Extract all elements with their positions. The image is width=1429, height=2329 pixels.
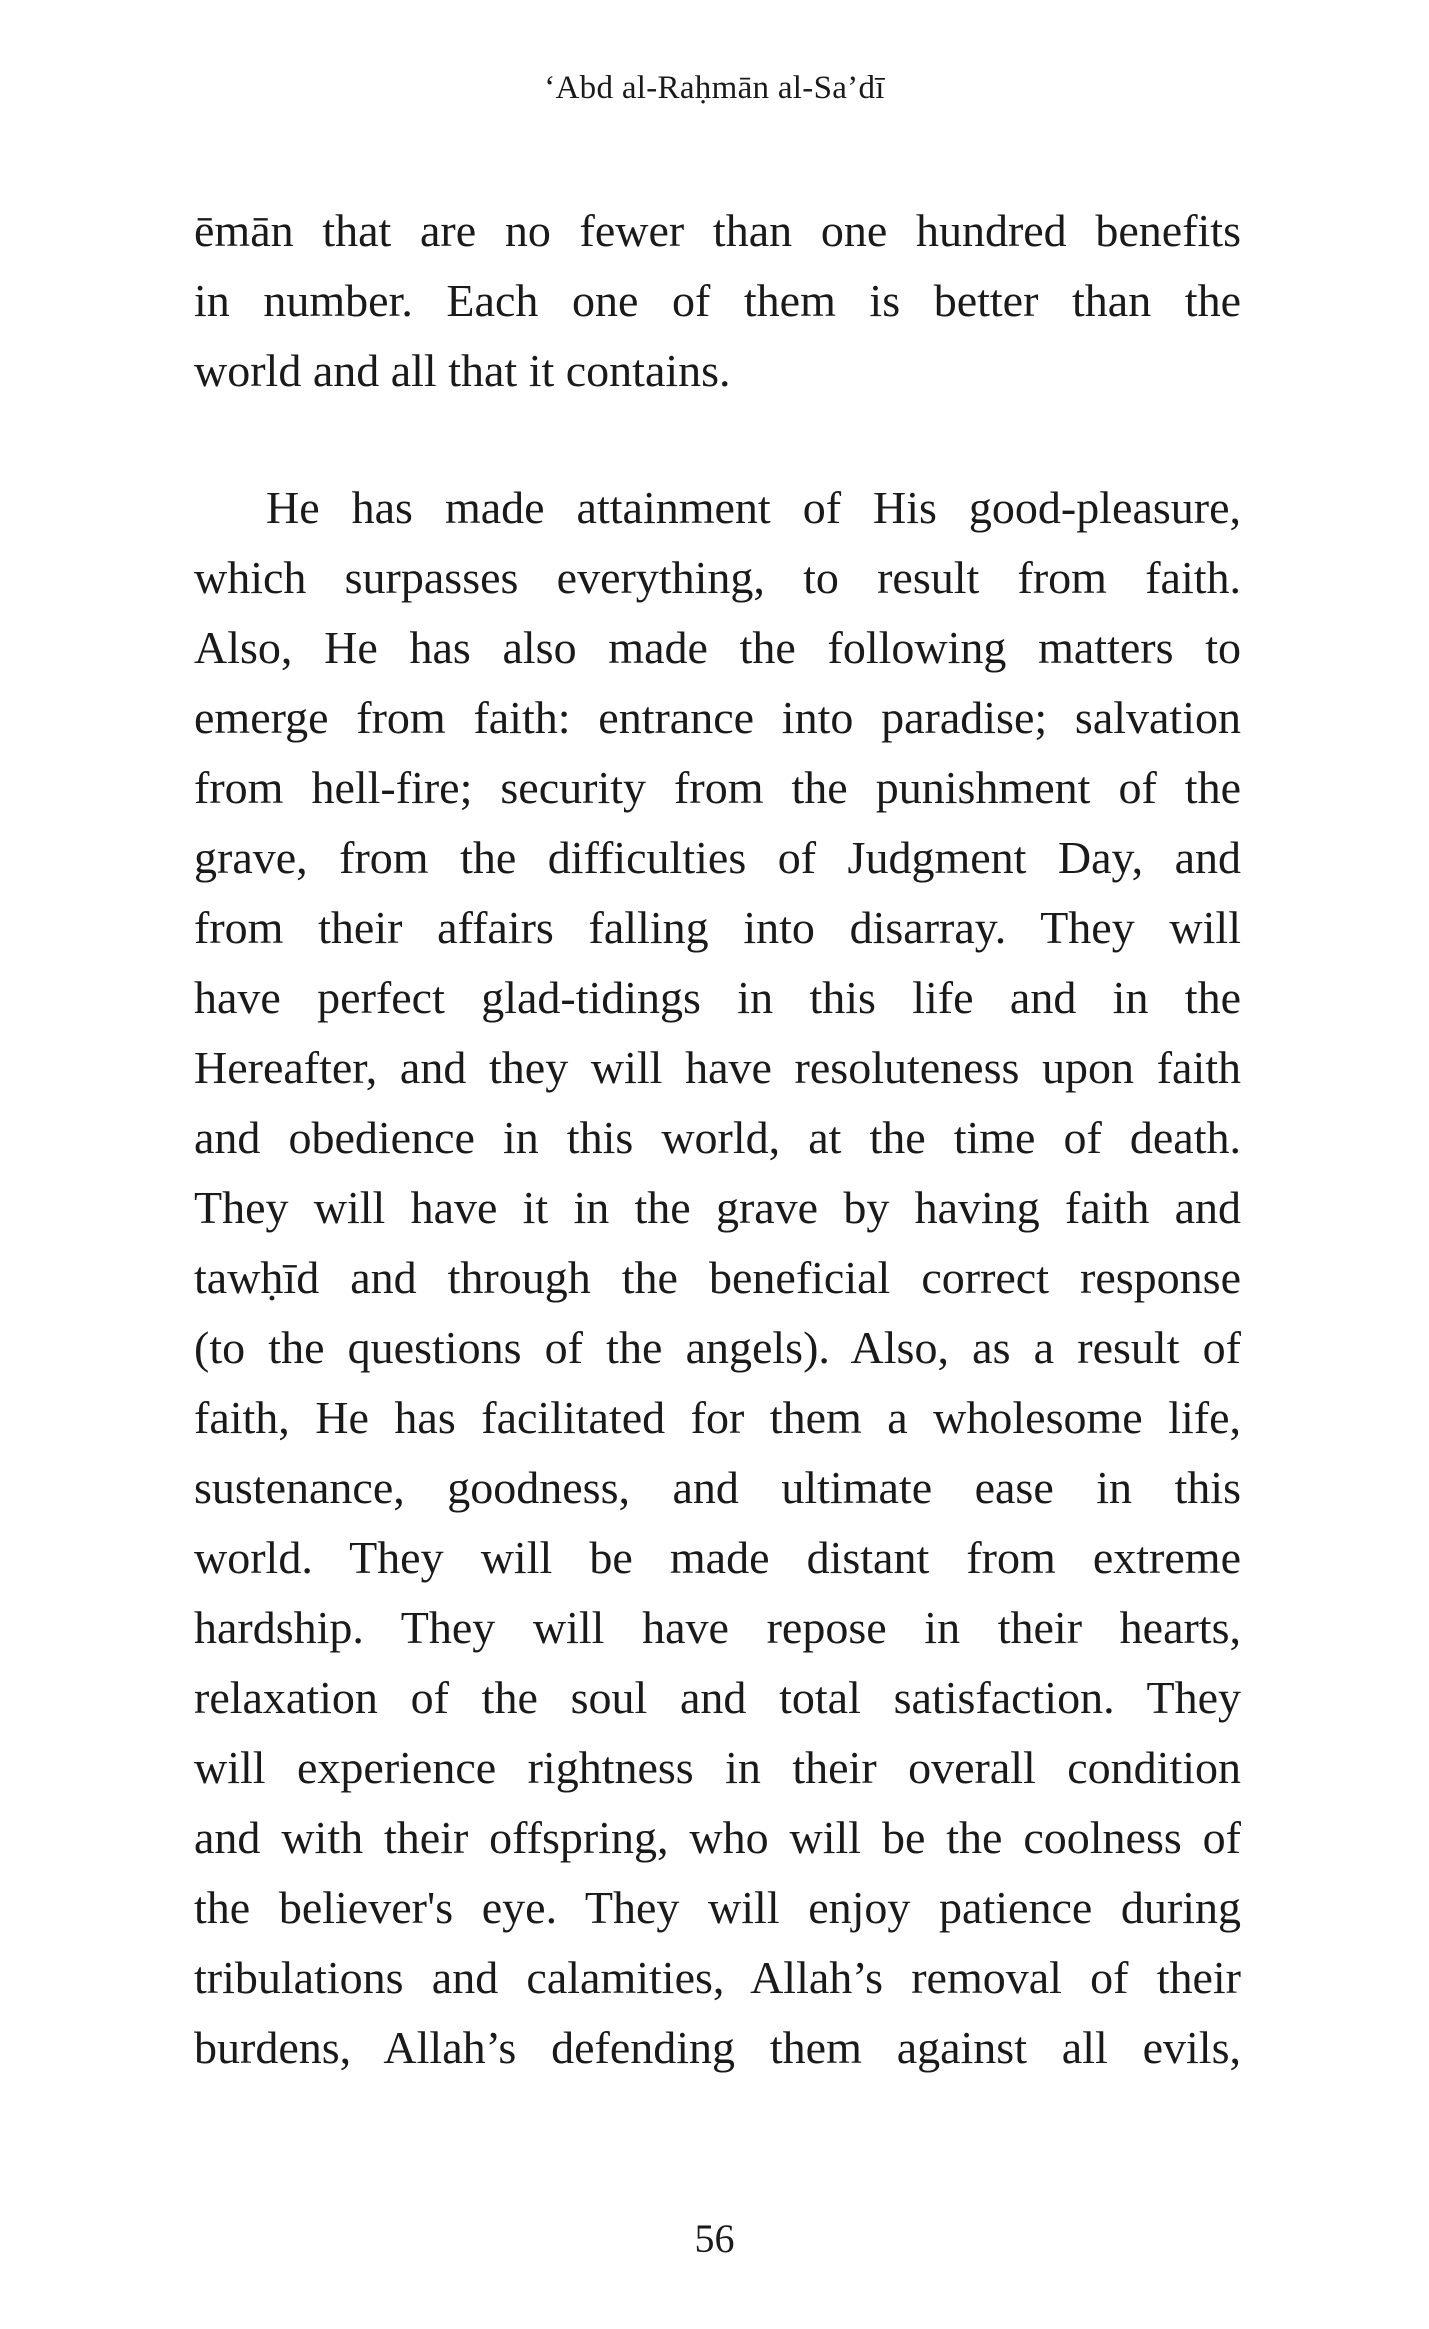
text-line: in number. Each one of them is better than the: [194, 275, 1241, 326]
text-line: They will have it in the grave by having faith and: [194, 1182, 1241, 1233]
text-line: grave, from the difficulties of Judgment Day, and: [194, 832, 1241, 883]
paragraph: [194, 473, 1241, 2083]
paragraph: [194, 196, 1241, 406]
text-line: faith, He has facilitated for them a wholesome life,: [194, 1392, 1241, 1443]
text-line: emerge from faith: entrance into paradise; salvation: [194, 692, 1241, 743]
text-line: which surpasses everything, to result from faith.: [194, 552, 1241, 603]
text-line: from their affairs falling into disarray. They will: [194, 902, 1241, 953]
text-line: tribulations and calamities, Allah’s removal of their: [194, 1952, 1241, 2003]
text-line: from hell-fire; security from the punishment of the: [194, 762, 1241, 813]
running-header: ‘Abd al-Raḥmān al-Sa’dī: [544, 70, 885, 106]
text-line: world and all that it contains.: [194, 345, 731, 396]
text-line: relaxation of the soul and total satisfaction. They: [194, 1672, 1241, 1723]
text-line: sustenance, goodness, and ultimate ease in this: [194, 1462, 1241, 1513]
text-line: the believer's eye. They will enjoy patience during: [194, 1882, 1241, 1933]
text-line: will experience rightness in their overall condition: [194, 1742, 1241, 1793]
text-line: burdens, Allah’s defending them against all evils,: [194, 2022, 1241, 2073]
text-line: (to the questions of the angels). Also, as a result of: [194, 1322, 1241, 1373]
text-line: He has made attainment of His good-pleasure,: [266, 482, 1241, 533]
text-line: and obedience in this world, at the time of death.: [194, 1112, 1241, 1163]
text-line: tawḥīd and through the beneficial correct response: [194, 1252, 1241, 1303]
page-number: 56: [694, 2216, 735, 2261]
text-line: and with their offspring, who will be the coolness of: [194, 1812, 1241, 1863]
text-line: Also, He has also made the following matters to: [194, 622, 1241, 673]
text-line: ēmān that are no fewer than one hundred benefits: [194, 205, 1241, 256]
text-line: world. They will be made distant from extreme: [194, 1532, 1241, 1583]
text-line: Hereafter, and they will have resoluteness upon faith: [194, 1042, 1241, 1093]
text-line: hardship. They will have repose in their hearts,: [194, 1602, 1241, 1653]
text-line: have perfect glad-tidings in this life and in the: [194, 972, 1241, 1023]
